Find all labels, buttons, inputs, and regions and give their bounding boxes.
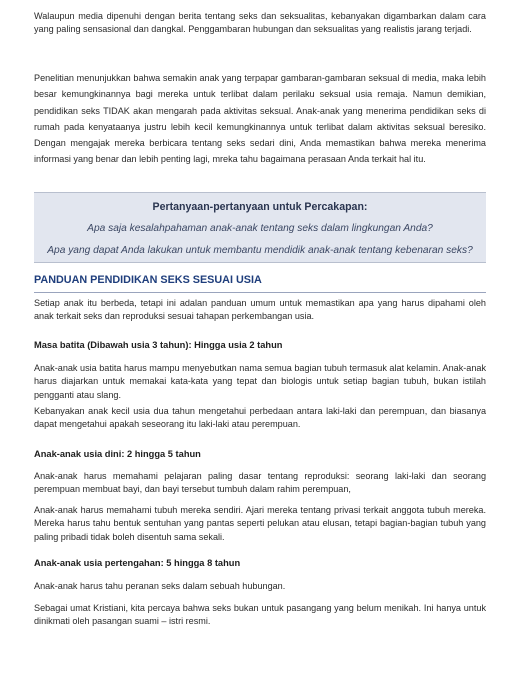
stage-middle-paragraph-1 xyxy=(34,580,486,593)
paragraph-text: Anak-anak usia batita harus mampu menyebutkan nama semua bagian tubuh termasuk alat kelamin. Anak-anak harus diajarkan untuk memakai kata-kata yang tepat dan biologis untuk setiap bagian tubuh, bukan istilah pengganti atau slang. xyxy=(34,363,486,400)
stage-early-paragraph-2 xyxy=(34,504,486,544)
section-heading: PANDUAN PENDIDIKAN SEKS SESUAI USIA xyxy=(34,274,486,293)
stage-toddler-paragraph-1 xyxy=(34,362,486,402)
stage-heading-middle-childhood: Anak-anak usia pertengahan: 5 hingga 8 tahun xyxy=(34,558,241,568)
paragraph-text: Sebagai umat Kristiani, kita percaya bahwa seks bukan untuk pasangang yang belum menikah. Ini hanya untuk dinikmati oleh pasangan suami – istri resmi. xyxy=(34,603,486,627)
paragraph-text: Kebanyakan anak kecil usia dua tahun mengetahui perbedaan antara laki-laki dan perempuan, dan biasanya dapat mengetahui apakah seseorang itu laki-laki atau perempuan. xyxy=(34,406,486,430)
stage-heading-toddler: Masa batita (Dibawah usia 3 tahun): Hingga usia 2 tahun xyxy=(34,340,283,350)
paragraph-text: Anak-anak harus memahami pelajaran paling dasar tentang reproduksi: seorang laki-laki dan seorang perempuan membuat bayi, dan bayi tersebut tumbuh dalam rahim perempuan, xyxy=(34,471,486,495)
conversation-questions-box xyxy=(34,192,486,263)
intro-paragraph-2 xyxy=(34,70,486,168)
paragraph-text: Setiap anak itu berbeda, tetapi ini adalan panduan umum untuk memastikan apa yang harus dipahami oleh anak terkait seks dan reproduksi sesuai tahapan perkembangan usia. xyxy=(34,298,486,322)
callout-question-1: Apa saja kesalahpahaman anak-anak tentang seks dalam lingkungan Anda? xyxy=(87,223,433,234)
callout-question-2: Apa yang dapat Anda lakukan untuk membantu mendidik anak-anak tentang kebenaran seks? xyxy=(47,245,473,256)
paragraph-text: Anak-anak harus memahami tubuh mereka sendiri. Ajari mereka tentang privasi terkait anggota tubuh mereka. Mereka harus tahu bentuk sentuhan yang pantas seperti pelukan atau elusan, tetapi bagian-bagian tubuh yang paling pribadi tidak boleh disentuh sama sekali. xyxy=(34,505,486,542)
stage-middle-paragraph-2 xyxy=(34,602,486,629)
paragraph-text: Anak-anak harus tahu peranan seks dalam sebuah hubungan. xyxy=(34,581,286,591)
section-intro xyxy=(34,297,486,324)
callout-title: Pertanyaan-pertanyaan untuk Percakapan: xyxy=(152,201,368,213)
paragraph-text: Walaupun media dipenuhi dengan berita tentang seks dan seksualitas, kebanyakan digambarkan dalam cara yang paling sensasional dan dangkal. Penggambaran hubungan dan seksualitas yang realistis jarang terjadi. xyxy=(34,11,486,35)
paragraph-text: Penelitian menunjukkan bahwa semakin anak yang terpapar gambaran-gambaran seksual di media, maka lebih besar kemungkinannya bagi mereka untuk terlibat dalam perilaku seksual usia remaja. Namun demikian, pendidikan seks TIDAK akan mengarah pada aktivitas seksual. Anak-anak yang menerima pendidikan seks di rumah pada kenyataanya justru lebih kecil kemungkinannya untuk terlibat dalam aktivitas seksual beresiko. Dengan mengajak mereka berbicara tentang seks sedari dini, Anda memastikan bahwa mereka menerima informasi yang benar dan lebih penting lagi, mreka tahu bagaimana perasaan Anda terkait hal itu. xyxy=(34,73,486,165)
stage-toddler-paragraph-2 xyxy=(34,405,486,432)
stage-heading-early-childhood: Anak-anak usia dini: 2 hingga 5 tahun xyxy=(34,449,201,459)
intro-paragraph-1 xyxy=(34,10,486,37)
stage-early-paragraph-1 xyxy=(34,470,486,497)
